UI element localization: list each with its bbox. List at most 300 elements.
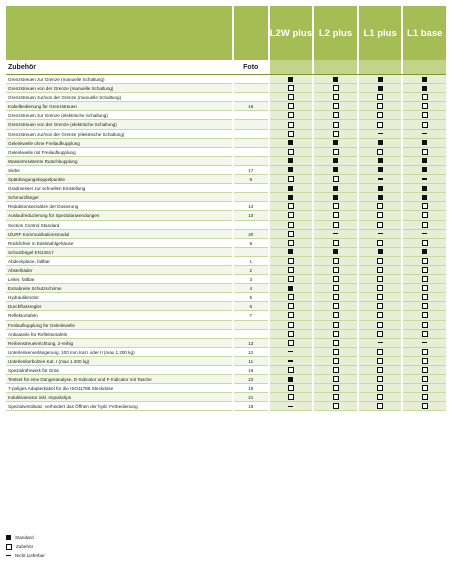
hollow-square-icon <box>288 122 294 128</box>
row-foto-number: 7 <box>234 311 268 320</box>
hollow-square-icon <box>288 112 294 118</box>
row-foto-number <box>234 221 268 230</box>
filled-square-icon <box>288 158 293 163</box>
availability-cell <box>359 230 402 239</box>
hollow-square-icon <box>377 349 383 355</box>
column-title-zubehoer: Zubehör <box>6 60 232 74</box>
table-row <box>6 230 446 239</box>
subheader-fill <box>359 60 402 74</box>
subheader-fill <box>270 60 313 74</box>
availability-cell <box>314 275 357 284</box>
availability-cell <box>314 193 357 202</box>
hollow-square-icon <box>288 258 294 264</box>
row-label: Grenzstreuen zur Grenze (manuelle Schaltung) <box>6 75 232 84</box>
availability-cell <box>403 139 446 148</box>
availability-cell <box>270 120 313 129</box>
row-foto-number <box>234 193 268 202</box>
availability-cell <box>270 230 313 239</box>
availability-cell <box>270 384 313 393</box>
filled-square-icon <box>333 140 338 145</box>
row-foto-number: 11 <box>234 357 268 366</box>
availability-cell <box>270 166 313 175</box>
availability-cell <box>270 275 313 284</box>
availability-cell <box>270 257 313 266</box>
legend-item-standard <box>6 533 45 542</box>
row-label: Grenzstreuen von der Grenze (manuelle Schaltung) <box>6 84 232 93</box>
availability-cell <box>403 202 446 211</box>
hollow-square-icon <box>333 403 339 409</box>
hollow-square-icon <box>377 103 383 109</box>
hollow-square-icon <box>422 303 428 309</box>
availability-cell <box>314 157 357 166</box>
table-row <box>6 175 446 184</box>
legend-label: Standard <box>15 535 34 540</box>
hollow-square-icon <box>333 276 339 282</box>
table-row <box>6 384 446 393</box>
filled-square-icon <box>288 77 293 82</box>
hollow-square-icon <box>288 385 294 391</box>
availability-cell <box>270 393 313 402</box>
row-foto-number: 13 <box>234 339 268 348</box>
dash-icon <box>422 342 427 343</box>
table-row <box>6 321 446 330</box>
row-label: Gradmesser zur schnellen Einstellung <box>6 184 232 193</box>
column-subheader <box>6 60 446 75</box>
table-row <box>6 348 446 357</box>
hollow-square-icon <box>288 203 294 209</box>
availability-cell <box>359 130 402 139</box>
availability-cell <box>314 330 357 339</box>
row-label: Durchflussregler <box>6 302 232 311</box>
hollow-square-icon <box>333 367 339 373</box>
availability-cell <box>314 257 357 266</box>
hollow-square-icon <box>422 258 428 264</box>
availability-cell <box>270 239 313 248</box>
hollow-square-icon <box>377 303 383 309</box>
hollow-square-icon <box>422 294 428 300</box>
hollow-square-icon <box>377 376 383 382</box>
row-label: Leiter, faltbar <box>6 275 232 284</box>
availability-cell <box>359 375 402 384</box>
availability-cell <box>314 93 357 102</box>
availability-cell <box>403 148 446 157</box>
hollow-square-icon <box>333 176 339 182</box>
availability-cell <box>314 284 357 293</box>
table-row <box>6 366 446 375</box>
row-foto-number: 20 <box>234 230 268 239</box>
availability-cell <box>270 330 313 339</box>
table-row <box>6 120 446 129</box>
hollow-square-icon <box>288 367 294 373</box>
row-label: Schutzbügel EN14017 <box>6 248 232 257</box>
row-foto-number <box>234 130 268 139</box>
row-label: Siebe <box>6 166 232 175</box>
row-label: Spätdüngungskoppelpunkte <box>6 175 232 184</box>
availability-cell <box>403 211 446 220</box>
availability-cell <box>403 84 446 93</box>
dash-icon <box>378 342 383 343</box>
filled-square-icon <box>333 167 338 172</box>
hollow-square-icon <box>333 203 339 209</box>
availability-cell <box>270 311 313 320</box>
availability-cell <box>359 202 402 211</box>
availability-cell <box>403 311 446 320</box>
hollow-square-icon <box>333 258 339 264</box>
row-foto-number <box>234 157 268 166</box>
availability-cell <box>403 93 446 102</box>
hollow-square-icon <box>288 85 294 91</box>
availability-cell <box>270 184 313 193</box>
table-row <box>6 257 446 266</box>
hollow-square-icon <box>377 294 383 300</box>
legend-label: Nicht Lieferbar <box>15 553 45 558</box>
filled-square-icon <box>288 140 293 145</box>
filled-square-icon <box>422 195 427 200</box>
row-foto-number: 5 <box>234 293 268 302</box>
availability-cell <box>270 202 313 211</box>
hollow-square-icon <box>377 312 383 318</box>
filled-square-icon <box>333 249 338 254</box>
availability-cell <box>314 375 357 384</box>
availability-cell <box>270 148 313 157</box>
dash-icon <box>422 233 427 234</box>
availability-cell <box>403 293 446 302</box>
legend-item-accessory <box>6 542 45 551</box>
table-row <box>6 166 446 175</box>
hollow-square-icon <box>377 112 383 118</box>
filled-square-icon <box>6 535 11 540</box>
row-foto-number <box>234 248 268 257</box>
availability-cell <box>359 339 402 348</box>
availability-cell <box>270 339 313 348</box>
availability-cell <box>270 357 313 366</box>
model-header-l1-base <box>403 6 446 60</box>
availability-cell <box>359 166 402 175</box>
accessory-table <box>6 6 446 411</box>
availability-cell <box>359 330 402 339</box>
filled-square-icon <box>288 249 293 254</box>
hollow-square-icon <box>422 394 428 400</box>
table-row <box>6 93 446 102</box>
hollow-square-icon <box>422 376 428 382</box>
availability-cell <box>403 193 446 202</box>
availability-cell <box>359 311 402 320</box>
row-foto-number <box>234 111 268 120</box>
hollow-square-icon <box>333 122 339 128</box>
row-label: Grenzstreuen zur Grenze (elektrische Schaltung) <box>6 111 232 120</box>
hollow-square-icon <box>288 294 294 300</box>
dash-icon <box>288 406 293 407</box>
availability-cell <box>359 120 402 129</box>
availability-cell <box>314 120 357 129</box>
availability-cell <box>314 111 357 120</box>
hollow-square-icon <box>288 94 294 100</box>
filled-square-icon <box>333 195 338 200</box>
table-body <box>6 75 446 411</box>
hollow-square-icon <box>377 367 383 373</box>
availability-cell <box>270 302 313 311</box>
row-label: Extrabreite Schutzschirme <box>6 284 232 293</box>
hollow-square-icon <box>6 544 12 550</box>
filled-square-icon <box>378 77 383 82</box>
availability-cell <box>270 248 313 257</box>
table-row <box>6 221 446 230</box>
availability-cell <box>314 348 357 357</box>
hollow-square-icon <box>288 222 294 228</box>
table-row <box>6 293 446 302</box>
filled-square-icon <box>378 158 383 163</box>
availability-cell <box>359 402 402 411</box>
hollow-square-icon <box>288 231 294 237</box>
availability-cell <box>359 221 402 230</box>
filled-square-icon <box>378 195 383 200</box>
availability-cell <box>403 302 446 311</box>
subheader-fill <box>314 60 357 74</box>
row-foto-number <box>234 321 268 330</box>
availability-cell <box>314 302 357 311</box>
availability-cell <box>314 130 357 139</box>
hollow-square-icon <box>422 267 428 273</box>
hollow-square-icon <box>333 131 339 137</box>
model-label: L2W plus <box>269 27 313 39</box>
table-row <box>6 130 446 139</box>
filled-square-icon <box>422 249 427 254</box>
dash-icon <box>333 233 338 234</box>
table-row <box>6 357 446 366</box>
hollow-square-icon <box>422 240 428 246</box>
filled-square-icon <box>378 186 383 191</box>
hollow-square-icon <box>333 322 339 328</box>
availability-cell <box>270 348 313 357</box>
row-label: Gelenkwelle ohne Freilaufkupplung <box>6 139 232 148</box>
hollow-square-icon <box>377 122 383 128</box>
hollow-square-icon <box>422 358 428 364</box>
table-row <box>6 211 446 220</box>
hollow-square-icon <box>288 322 294 328</box>
availability-cell <box>403 257 446 266</box>
availability-cell <box>314 175 357 184</box>
availability-cell <box>359 193 402 202</box>
availability-cell <box>359 302 402 311</box>
row-foto-number: 2 <box>234 266 268 275</box>
row-foto-number: 19 <box>234 384 268 393</box>
row-label: Freilaufkupplung für Gelenkwelle <box>6 321 232 330</box>
availability-cell <box>314 266 357 275</box>
hollow-square-icon <box>377 403 383 409</box>
row-label: Unterlenkerbolzen Kat. I (max 1.200 kg) <box>6 357 232 366</box>
availability-cell <box>403 157 446 166</box>
availability-cell <box>403 402 446 411</box>
hollow-square-icon <box>422 285 428 291</box>
model-header-l2-plus <box>314 6 357 60</box>
availability-cell <box>403 321 446 330</box>
header-blank <box>6 6 232 60</box>
availability-cell <box>359 139 402 148</box>
table-row <box>6 402 446 411</box>
table-row <box>6 239 446 248</box>
availability-cell <box>314 166 357 175</box>
row-label: Hydraulikmotor <box>6 293 232 302</box>
hollow-square-icon <box>377 240 383 246</box>
hollow-square-icon <box>333 94 339 100</box>
hollow-square-icon <box>377 212 383 218</box>
availability-cell <box>403 184 446 193</box>
availability-cell <box>314 384 357 393</box>
hollow-square-icon <box>422 385 428 391</box>
availability-cell <box>359 321 402 330</box>
row-foto-number: 21 <box>234 393 268 402</box>
availability-cell <box>359 184 402 193</box>
availability-cell <box>270 102 313 111</box>
filled-square-icon <box>288 377 293 382</box>
availability-cell <box>270 321 313 330</box>
filled-square-icon <box>378 86 383 91</box>
row-label: Spezialventilsatz, verhindert das Öffnen der hydr. Ferbedienung <box>6 402 232 411</box>
availability-cell <box>359 148 402 157</box>
availability-cell <box>270 93 313 102</box>
table-header <box>6 6 446 60</box>
table-row <box>6 75 446 84</box>
hollow-square-icon <box>422 212 428 218</box>
row-foto-number: 18 <box>234 402 268 411</box>
availability-cell <box>359 366 402 375</box>
availability-cell <box>314 339 357 348</box>
row-foto-number <box>234 93 268 102</box>
availability-cell <box>270 139 313 148</box>
table-row <box>6 284 446 293</box>
hollow-square-icon <box>377 149 383 155</box>
legend-item-not-available <box>6 551 45 560</box>
row-foto-number: 10 <box>234 211 268 220</box>
row-label: Reihenstreueinrichtung, 2-reihig <box>6 339 232 348</box>
hollow-square-icon <box>377 322 383 328</box>
hollow-square-icon <box>288 276 294 282</box>
row-foto-number <box>234 120 268 129</box>
row-foto-number <box>234 184 268 193</box>
hollow-square-icon <box>422 349 428 355</box>
dash-icon <box>288 351 293 352</box>
filled-square-icon <box>288 195 293 200</box>
row-foto-number <box>234 84 268 93</box>
table-row <box>6 330 446 339</box>
hollow-square-icon <box>422 322 428 328</box>
availability-cell <box>314 211 357 220</box>
availability-cell <box>359 357 402 366</box>
model-header-l2w-plus <box>270 6 313 60</box>
row-label: Kabelbedienung für Grenzstreuen <box>6 102 232 111</box>
availability-cell <box>314 293 357 302</box>
availability-cell <box>359 157 402 166</box>
hollow-square-icon <box>422 149 428 155</box>
filled-square-icon <box>378 140 383 145</box>
availability-cell <box>403 366 446 375</box>
hollow-square-icon <box>377 267 383 273</box>
table-row <box>6 157 446 166</box>
row-foto-number: 9 <box>234 175 268 184</box>
header-foto-blank <box>234 6 268 60</box>
filled-square-icon <box>378 167 383 172</box>
hollow-square-icon <box>288 131 294 137</box>
hollow-square-icon <box>377 394 383 400</box>
hollow-square-icon <box>422 222 428 228</box>
availability-cell <box>359 275 402 284</box>
filled-square-icon <box>422 186 427 191</box>
filled-square-icon <box>378 249 383 254</box>
availability-cell <box>403 230 446 239</box>
row-label: Abstellräder <box>6 266 232 275</box>
availability-cell <box>403 375 446 384</box>
filled-square-icon <box>288 186 293 191</box>
hollow-square-icon <box>377 94 383 100</box>
filled-square-icon <box>333 186 338 191</box>
row-label: IZURF Kommunikationsmodul <box>6 230 232 239</box>
row-label: Unterlenkerverlängerung, 100 mm Kat I oder II (max 1.200 kg) <box>6 348 232 357</box>
hollow-square-icon <box>422 122 428 128</box>
availability-cell <box>403 339 446 348</box>
dash-icon <box>422 178 427 179</box>
subheader-fill <box>403 60 446 74</box>
row-label: Schmutzfänger <box>6 193 232 202</box>
hollow-square-icon <box>422 103 428 109</box>
table-row <box>6 148 446 157</box>
row-label: Wasserresistente Rutschkupplung <box>6 157 232 166</box>
dash-icon <box>288 360 293 361</box>
hollow-square-icon <box>333 149 339 155</box>
table-row <box>6 184 446 193</box>
availability-cell <box>359 75 402 84</box>
availability-cell <box>403 75 446 84</box>
filled-square-icon <box>333 158 338 163</box>
availability-cell <box>270 111 313 120</box>
availability-cell <box>359 384 402 393</box>
hollow-square-icon <box>333 285 339 291</box>
legend <box>6 533 45 560</box>
availability-cell <box>403 120 446 129</box>
row-label: Testset für eine Düngeranalyse, D-Indicator und F-Indicator mit Tasche <box>6 375 232 384</box>
row-label: Abdeckplane, faltbar <box>6 257 232 266</box>
hollow-square-icon <box>377 203 383 209</box>
hollow-square-icon <box>333 240 339 246</box>
table-row <box>6 302 446 311</box>
hollow-square-icon <box>333 222 339 228</box>
row-label: Grenzstreuen von der Grenze (elektrische Schaltung) <box>6 120 232 129</box>
availability-cell <box>270 375 313 384</box>
hollow-square-icon <box>422 367 428 373</box>
row-foto-number: 8 <box>234 239 268 248</box>
availability-cell <box>403 175 446 184</box>
hollow-square-icon <box>333 312 339 318</box>
hollow-square-icon <box>333 331 339 337</box>
table-row <box>6 84 446 93</box>
filled-square-icon <box>422 167 427 172</box>
filled-square-icon <box>288 286 293 291</box>
availability-cell <box>403 102 446 111</box>
row-foto-number: 22 <box>234 375 268 384</box>
availability-cell <box>314 75 357 84</box>
hollow-square-icon <box>422 203 428 209</box>
availability-cell <box>270 175 313 184</box>
availability-cell <box>359 84 402 93</box>
filled-square-icon <box>422 158 427 163</box>
table-row <box>6 375 446 384</box>
availability-cell <box>270 75 313 84</box>
availability-cell <box>314 321 357 330</box>
table-row <box>6 139 446 148</box>
hollow-square-icon <box>288 267 294 273</box>
hollow-square-icon <box>333 394 339 400</box>
filled-square-icon <box>422 140 427 145</box>
availability-cell <box>270 284 313 293</box>
